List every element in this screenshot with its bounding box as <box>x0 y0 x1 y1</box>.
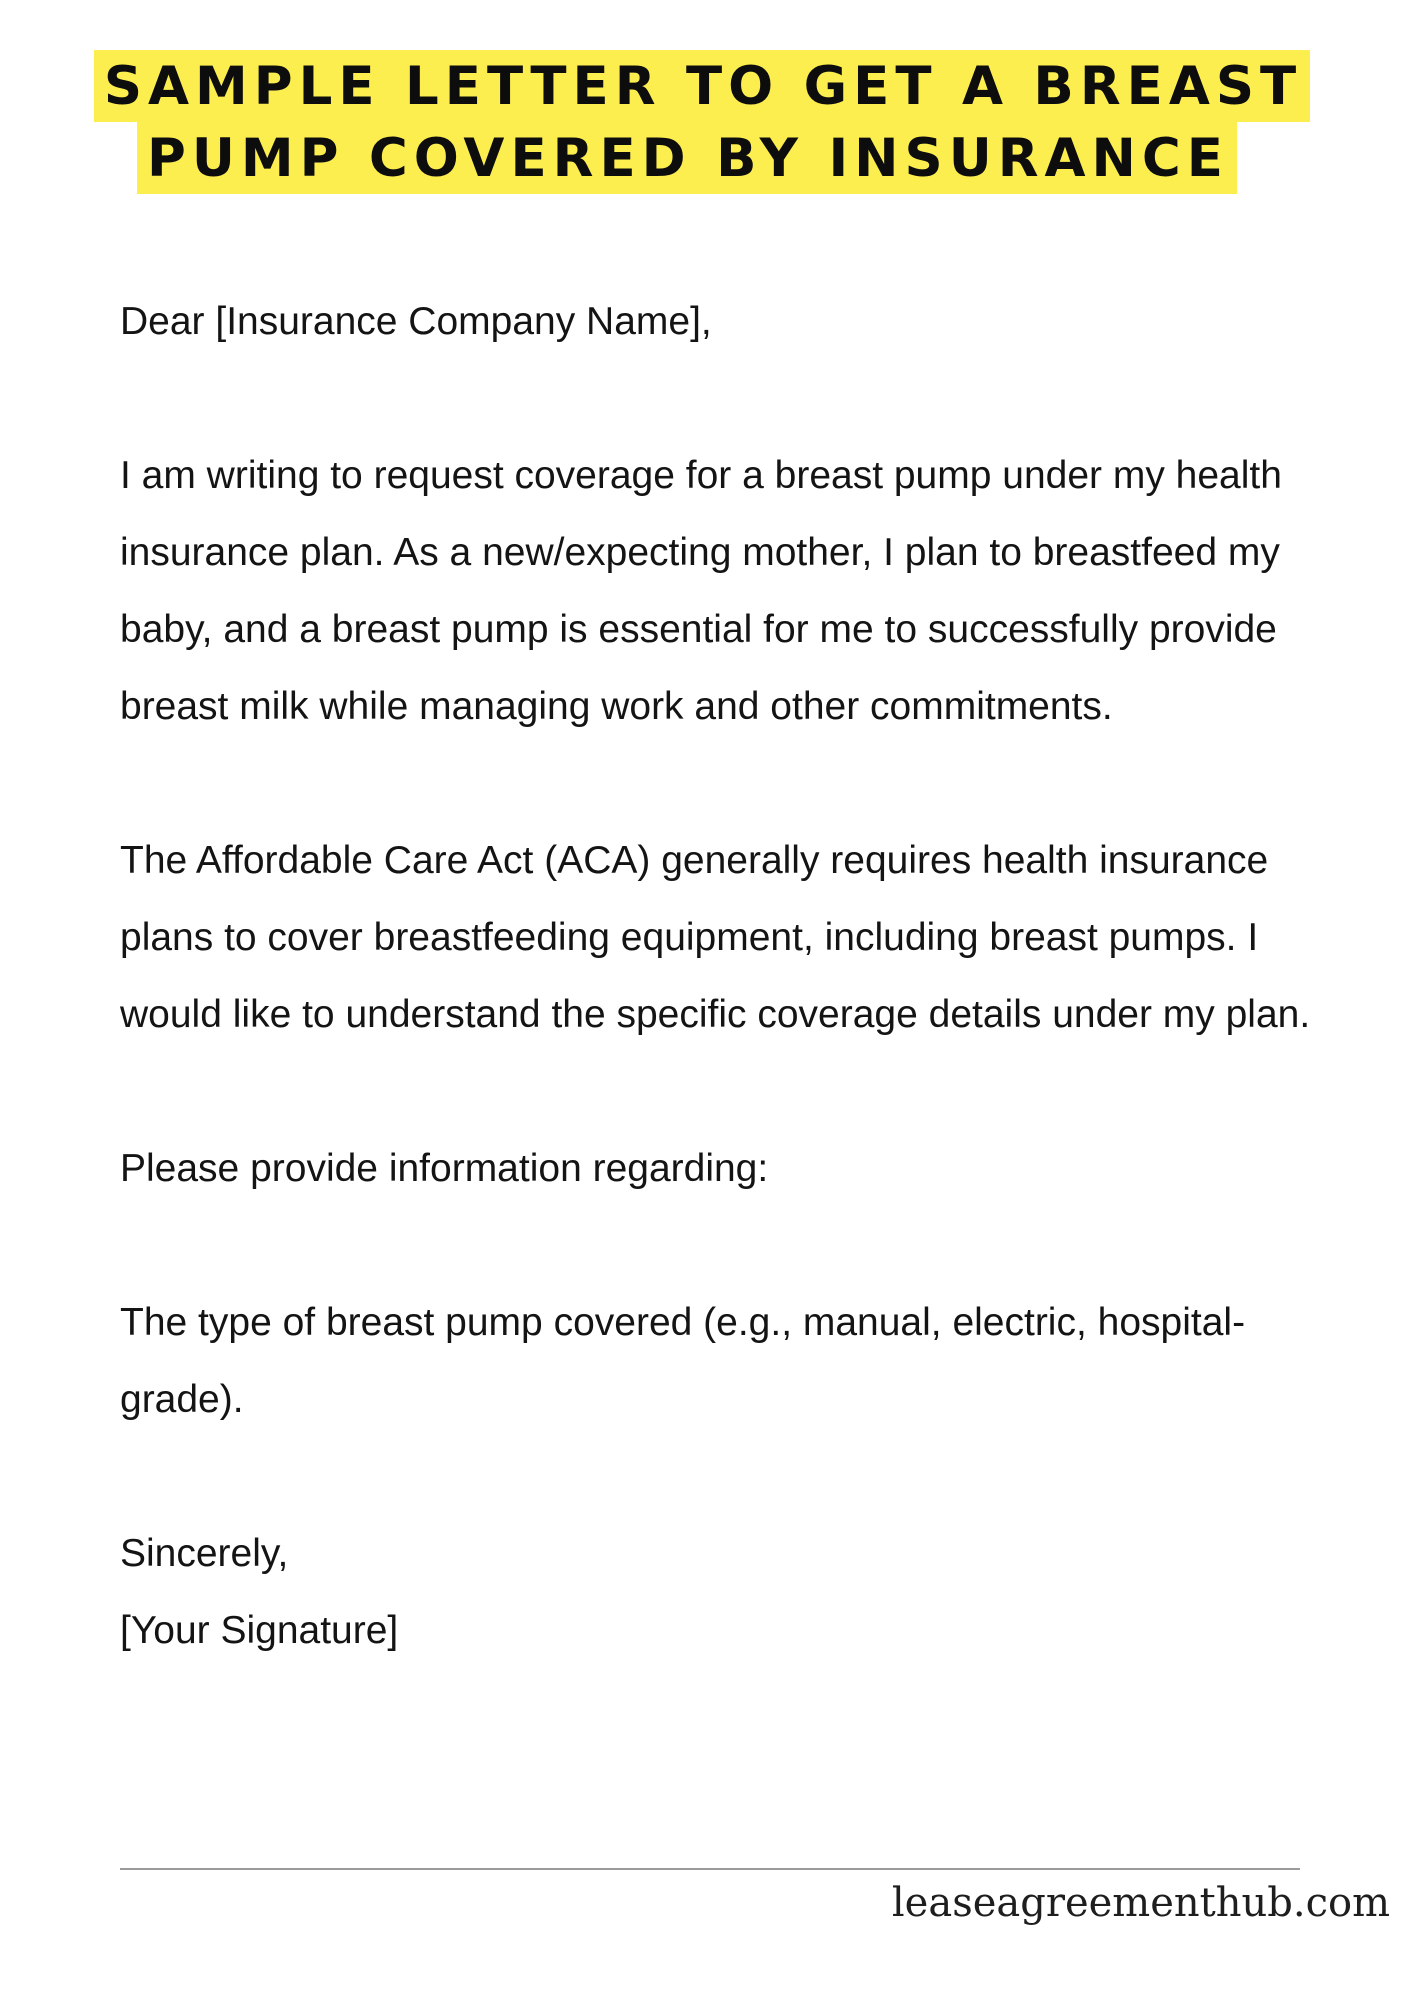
letter-salutation: Dear [Insurance Company Name], <box>120 300 712 343</box>
title-line-1: SAMPLE LETTER TO GET A BREAST <box>94 50 1310 122</box>
letter-closing: Sincerely, <box>120 1532 289 1575</box>
letter-body <box>120 283 1360 1669</box>
letter-paragraph: The type of breast pump covered (e.g., manual, electric, hospital-grade). <box>120 1301 1246 1421</box>
letter-paragraph: I am writing to request coverage for a breast pump under my health insurance plan. As a new/expecting mother, I plan to breastfeed my baby, and a breast pump is essential for me to successfully provide breast milk while managing work and other commitments. <box>120 454 1282 728</box>
footer-website: leaseagreementhub.com <box>891 1880 1390 1926</box>
letter-signature: [Your Signature] <box>120 1609 399 1652</box>
title-line-2: PUMP COVERED BY INSURANCE <box>137 122 1237 194</box>
footer-divider <box>120 1868 1300 1870</box>
document-title <box>0 50 1414 194</box>
letter-paragraph: The Affordable Care Act (ACA) generally requires health insurance plans to cover breastfeeding equipment, including breast pumps. I would like to understand the specific coverage details under my plan. <box>120 839 1311 1036</box>
letter-paragraph: Please provide information regarding: <box>120 1147 769 1190</box>
